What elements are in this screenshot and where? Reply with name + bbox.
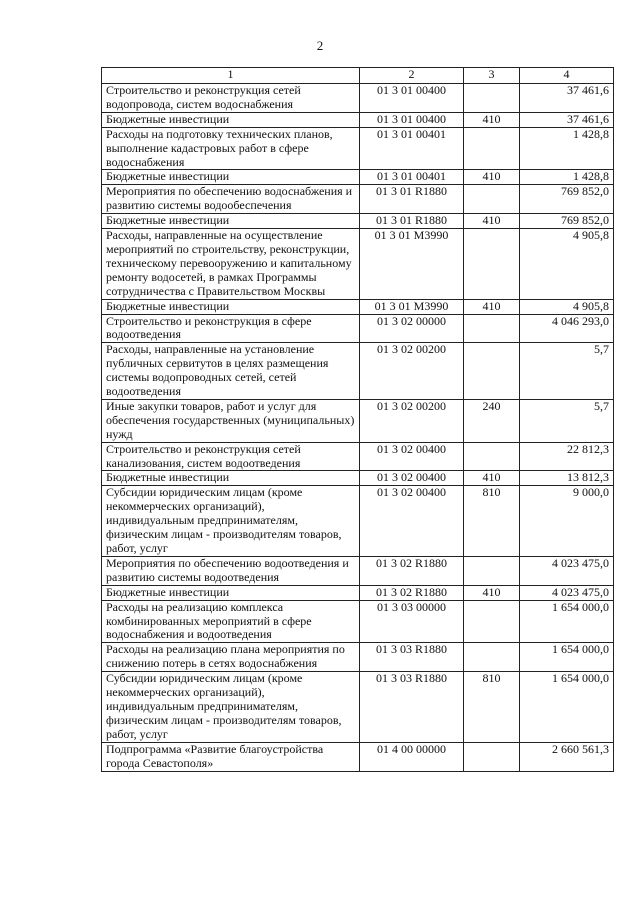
- row-code-cell: 01 3 02 00200: [360, 343, 464, 400]
- row-name-cell: Субсидии юридическим лицам (кроме некоммерческих организаций), индивидуальным предпринимателям, физическим лицам - производителям товаров, работ, услуг: [102, 486, 360, 557]
- row-name-cell: Мероприятия по обеспечению водоотведения и развитию системы водоотведения: [102, 556, 360, 585]
- row-amount-cell: 1 428,8: [520, 170, 614, 185]
- row-code-cell: 01 3 02 00000: [360, 314, 464, 343]
- row-name-cell: Расходы на подготовку технических планов, выполнение кадастровых работ в сфере водоснабжения: [102, 127, 360, 170]
- row-type-cell: [464, 556, 520, 585]
- table-row: [102, 486, 614, 557]
- table-row: [102, 742, 614, 771]
- row-type-cell: [464, 84, 520, 113]
- row-code-cell: 01 3 02 00400: [360, 471, 464, 486]
- row-type-cell: 810: [464, 486, 520, 557]
- row-amount-cell: 4 023 475,0: [520, 556, 614, 585]
- row-amount-cell: 5,7: [520, 399, 614, 442]
- row-code-cell: 01 3 03 R1880: [360, 643, 464, 672]
- row-code-cell: 01 3 01 00401: [360, 127, 464, 170]
- row-type-cell: 410: [464, 170, 520, 185]
- row-type-cell: 410: [464, 214, 520, 229]
- row-name-cell: Строительство и реконструкция сетей водопровода, систем водоснабжения: [102, 84, 360, 113]
- row-type-cell: [464, 343, 520, 400]
- row-code-cell: 01 3 02 00400: [360, 486, 464, 557]
- row-code-cell: 01 3 01 R1880: [360, 214, 464, 229]
- page-number: 2: [316, 38, 324, 53]
- row-code-cell: 01 3 01 00400: [360, 112, 464, 127]
- row-name-cell: Субсидии юридическим лицам (кроме некоммерческих организаций), индивидуальным предпринимателям, физическим лицам - производителям товаров, работ, услуг: [102, 672, 360, 743]
- row-type-cell: [464, 314, 520, 343]
- row-code-cell: 01 3 02 R1880: [360, 585, 464, 600]
- row-name-cell: Иные закупки товаров, работ и услуг для обеспечения государственных (муниципальных) нужд: [102, 399, 360, 442]
- row-code-cell: 01 3 02 00200: [360, 399, 464, 442]
- header-col-3: 3: [464, 68, 520, 84]
- row-name-cell: Расходы на реализацию плана мероприятия по снижению потерь в сетях водоснабжения: [102, 643, 360, 672]
- table-row: [102, 127, 614, 170]
- row-code-cell: 01 3 01 00401: [360, 170, 464, 185]
- row-amount-cell: 13 812,3: [520, 471, 614, 486]
- table-row: [102, 672, 614, 743]
- row-name-cell: Бюджетные инвестиции: [102, 471, 360, 486]
- row-name-cell: Бюджетные инвестиции: [102, 214, 360, 229]
- row-type-cell: [464, 742, 520, 771]
- row-type-cell: 410: [464, 112, 520, 127]
- row-amount-cell: 37 461,6: [520, 84, 614, 113]
- table-row: [102, 471, 614, 486]
- row-name-cell: Бюджетные инвестиции: [102, 585, 360, 600]
- row-amount-cell: 2 660 561,3: [520, 742, 614, 771]
- row-name-cell: Мероприятия по обеспечению водоснабжения и развитию системы водообеспечения: [102, 185, 360, 214]
- row-amount-cell: 22 812,3: [520, 442, 614, 471]
- table-row: [102, 585, 614, 600]
- row-type-cell: 410: [464, 585, 520, 600]
- table-row: [102, 314, 614, 343]
- table-row: [102, 229, 614, 300]
- budget-table: [101, 67, 614, 772]
- table-row: [102, 112, 614, 127]
- row-amount-cell: 1 654 000,0: [520, 643, 614, 672]
- row-type-cell: 410: [464, 299, 520, 314]
- table-row: [102, 556, 614, 585]
- table-row: [102, 600, 614, 643]
- row-code-cell: 01 3 01 R1880: [360, 185, 464, 214]
- table-row: [102, 399, 614, 442]
- row-amount-cell: 1 654 000,0: [520, 600, 614, 643]
- row-name-cell: Расходы, направленные на установление публичных сервитутов в целях размещения системы водопроводных сетей, сетей водоотведения: [102, 343, 360, 400]
- row-amount-cell: 769 852,0: [520, 185, 614, 214]
- row-name-cell: Строительство и реконструкция сетей канализования, систем водоотведения: [102, 442, 360, 471]
- table-row: [102, 170, 614, 185]
- row-type-cell: 240: [464, 399, 520, 442]
- row-type-cell: 410: [464, 471, 520, 486]
- row-amount-cell: 1 428,8: [520, 127, 614, 170]
- row-type-cell: 810: [464, 672, 520, 743]
- row-code-cell: 01 3 02 00400: [360, 442, 464, 471]
- row-type-cell: [464, 185, 520, 214]
- row-amount-cell: 4 046 293,0: [520, 314, 614, 343]
- table-row: [102, 214, 614, 229]
- table-row: [102, 643, 614, 672]
- header-col-2: 2: [360, 68, 464, 84]
- row-amount-cell: 9 000,0: [520, 486, 614, 557]
- table-row: [102, 299, 614, 314]
- row-type-cell: [464, 229, 520, 300]
- row-name-cell: Строительство и реконструкция в сфере водоотведения: [102, 314, 360, 343]
- row-code-cell: 01 3 02 R1880: [360, 556, 464, 585]
- row-name-cell: Бюджетные инвестиции: [102, 112, 360, 127]
- row-code-cell: 01 3 03 00000: [360, 600, 464, 643]
- row-type-cell: [464, 127, 520, 170]
- row-type-cell: [464, 600, 520, 643]
- row-code-cell: 01 3 01 M3990: [360, 229, 464, 300]
- row-code-cell: 01 4 00 00000: [360, 742, 464, 771]
- header-row: [102, 68, 614, 84]
- row-code-cell: 01 3 03 R1880: [360, 672, 464, 743]
- header-col-1: 1: [102, 68, 360, 84]
- row-name-cell: Расходы, направленные на осуществление мероприятий по строительству, реконструкции, техническому перевооружению и капитальному ремонту водосетей, в рамках Программы сотрудничества с Правительством Москвы: [102, 229, 360, 300]
- row-amount-cell: 4 905,8: [520, 229, 614, 300]
- table-row: [102, 442, 614, 471]
- row-amount-cell: 1 654 000,0: [520, 672, 614, 743]
- row-amount-cell: 769 852,0: [520, 214, 614, 229]
- row-amount-cell: 4 023 475,0: [520, 585, 614, 600]
- row-type-cell: [464, 643, 520, 672]
- table-row: [102, 84, 614, 113]
- row-name-cell: Подпрограмма «Развитие благоустройства города Севастополя»: [102, 742, 360, 771]
- row-type-cell: [464, 442, 520, 471]
- header-col-4: 4: [520, 68, 614, 84]
- row-name-cell: Расходы на реализацию комплекса комбинированных мероприятий в сфере водоснабжения и водоотведения: [102, 600, 360, 643]
- table-row: [102, 343, 614, 400]
- row-amount-cell: 37 461,6: [520, 112, 614, 127]
- row-code-cell: 01 3 01 00400: [360, 84, 464, 113]
- row-amount-cell: 4 905,8: [520, 299, 614, 314]
- table-row: [102, 185, 614, 214]
- row-amount-cell: 5,7: [520, 343, 614, 400]
- row-name-cell: Бюджетные инвестиции: [102, 299, 360, 314]
- row-name-cell: Бюджетные инвестиции: [102, 170, 360, 185]
- row-code-cell: 01 3 01 M3990: [360, 299, 464, 314]
